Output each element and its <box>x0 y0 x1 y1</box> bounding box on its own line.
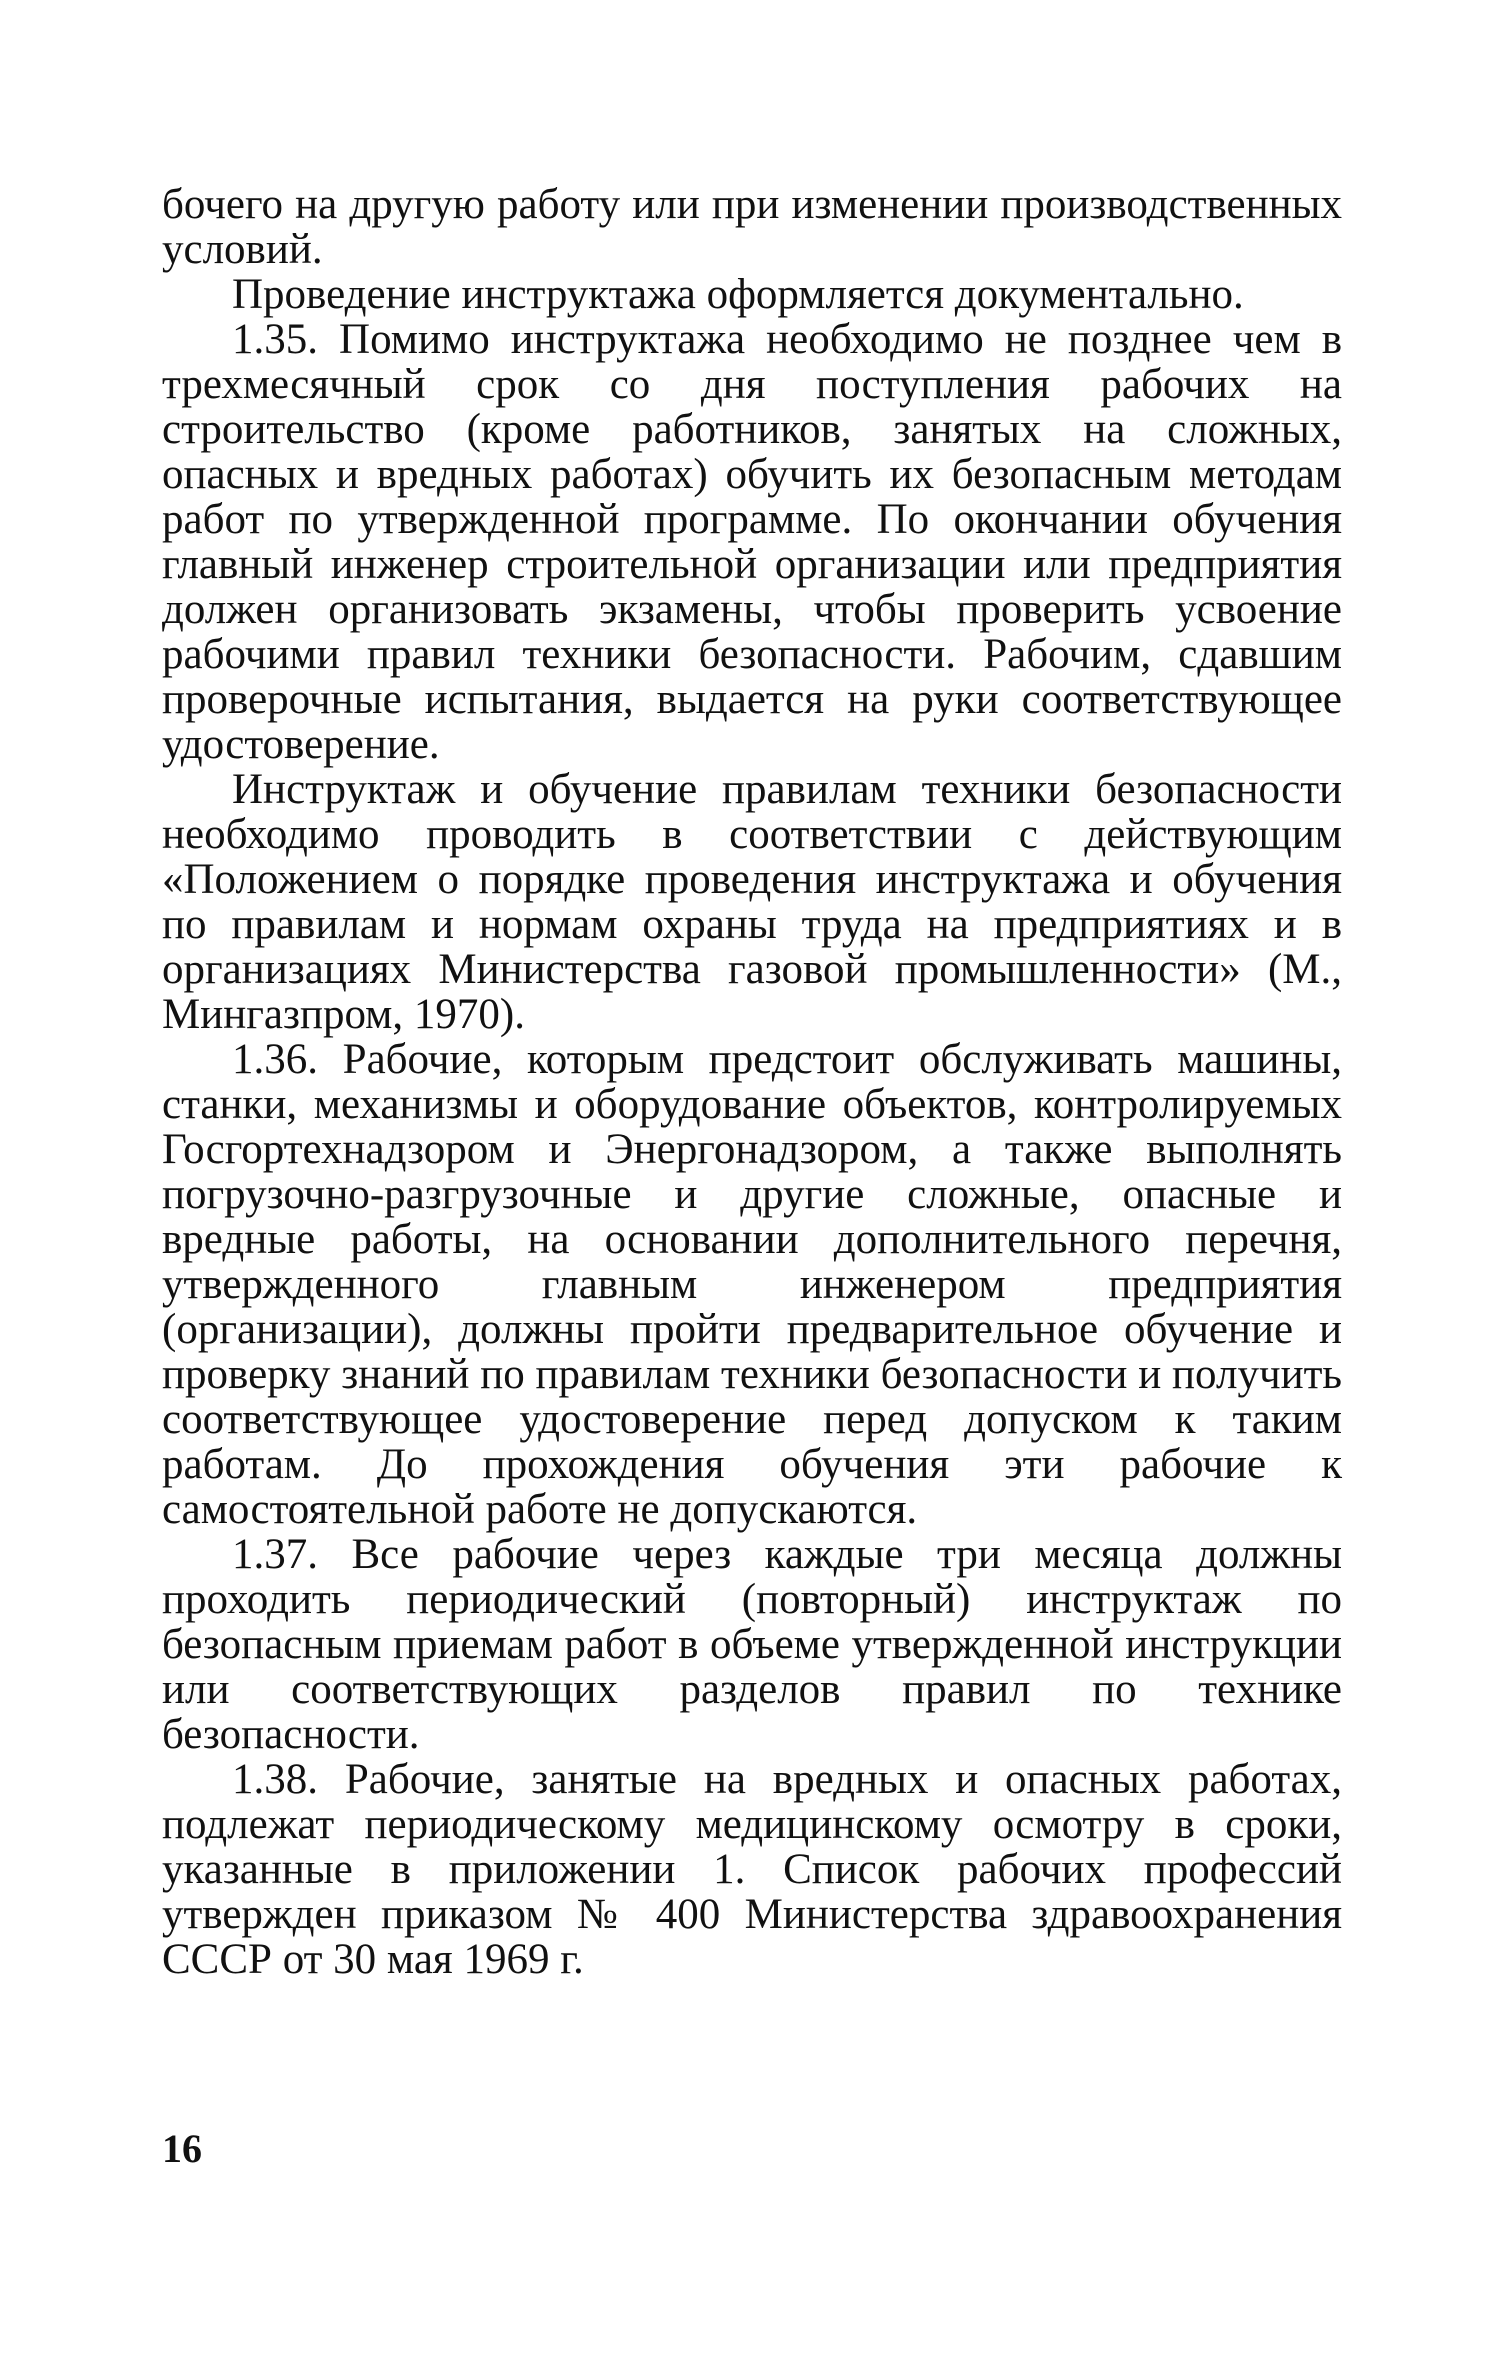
paragraph-1-36: 1.36. Рабочие, которым предстоит обслуживать машины, станки, механизмы и оборудование объектов, контролируемых Госгортехнадзором и Энергонадзором, а также выполнять погрузочно-разгрузочные и другие сложные, опасные и вредные работы, на основании дополнительного перечня, утвержденного главным инженером предприятия (организации), должны пройти предварительное обучение и проверку знаний по правилам техники безопасности и получить соответствующее удостоверение перед допуском к таким работам. До прохождения обучения эти рабочие к самостоятельной работе не допускаются. <box>162 1036 1342 1533</box>
document-body <box>162 182 1342 1982</box>
page-number: 16 <box>162 2126 202 2171</box>
paragraph-continuation: бочего на другую работу или при изменении производственных условий. <box>162 181 1342 273</box>
paragraph-instruction-documentation: Проведение инструктажа оформляется документально. <box>232 271 1244 318</box>
paragraph-1-37: 1.37. Все рабочие через каждые три месяца должны проходить периодический (повторный) инструктаж по безопасным приемам работ в объеме утвержденной инструкции или соответствующих разделов правил по технике безопасности. <box>162 1531 1342 1758</box>
paragraph-1-35: 1.35. Помимо инструктажа необходимо не позднее чем в трехмесячный срок со дня поступления рабочих на строительство (кроме работников, занятых на сложных, опасных и вредных работах) обучить их безопасным методам работ по утвержденной программе. По окончании обучения главный инженер строительной организации или предприятия должен организовать экзамены, чтобы проверить усвоение рабочими правил техники безопасности. Рабочим, сдавшим проверочные испытания, выдается на руки соответствующее удостоверение. <box>162 316 1342 768</box>
paragraph-1-38: 1.38. Рабочие, занятые на вредных и опасных работах, подлежат периодическому медицинскому осмотру в сроки, указанные в приложении 1. Список рабочих профессий утвержден приказом № 400 Министерства здравоохранения СССР от 30 мая 1969 г. <box>162 1756 1342 1983</box>
paragraph-instruction-regulation: Инструктаж и обучение правилам техники безопасности необходимо проводить в соответствии с действующим «Положением о порядке проведения инструктажа и обучения по правилам и нормам охраны труда на предприятиях и в организациях Министерства газовой промышленности» (М., Мингазпром, 1970). <box>162 766 1342 1038</box>
